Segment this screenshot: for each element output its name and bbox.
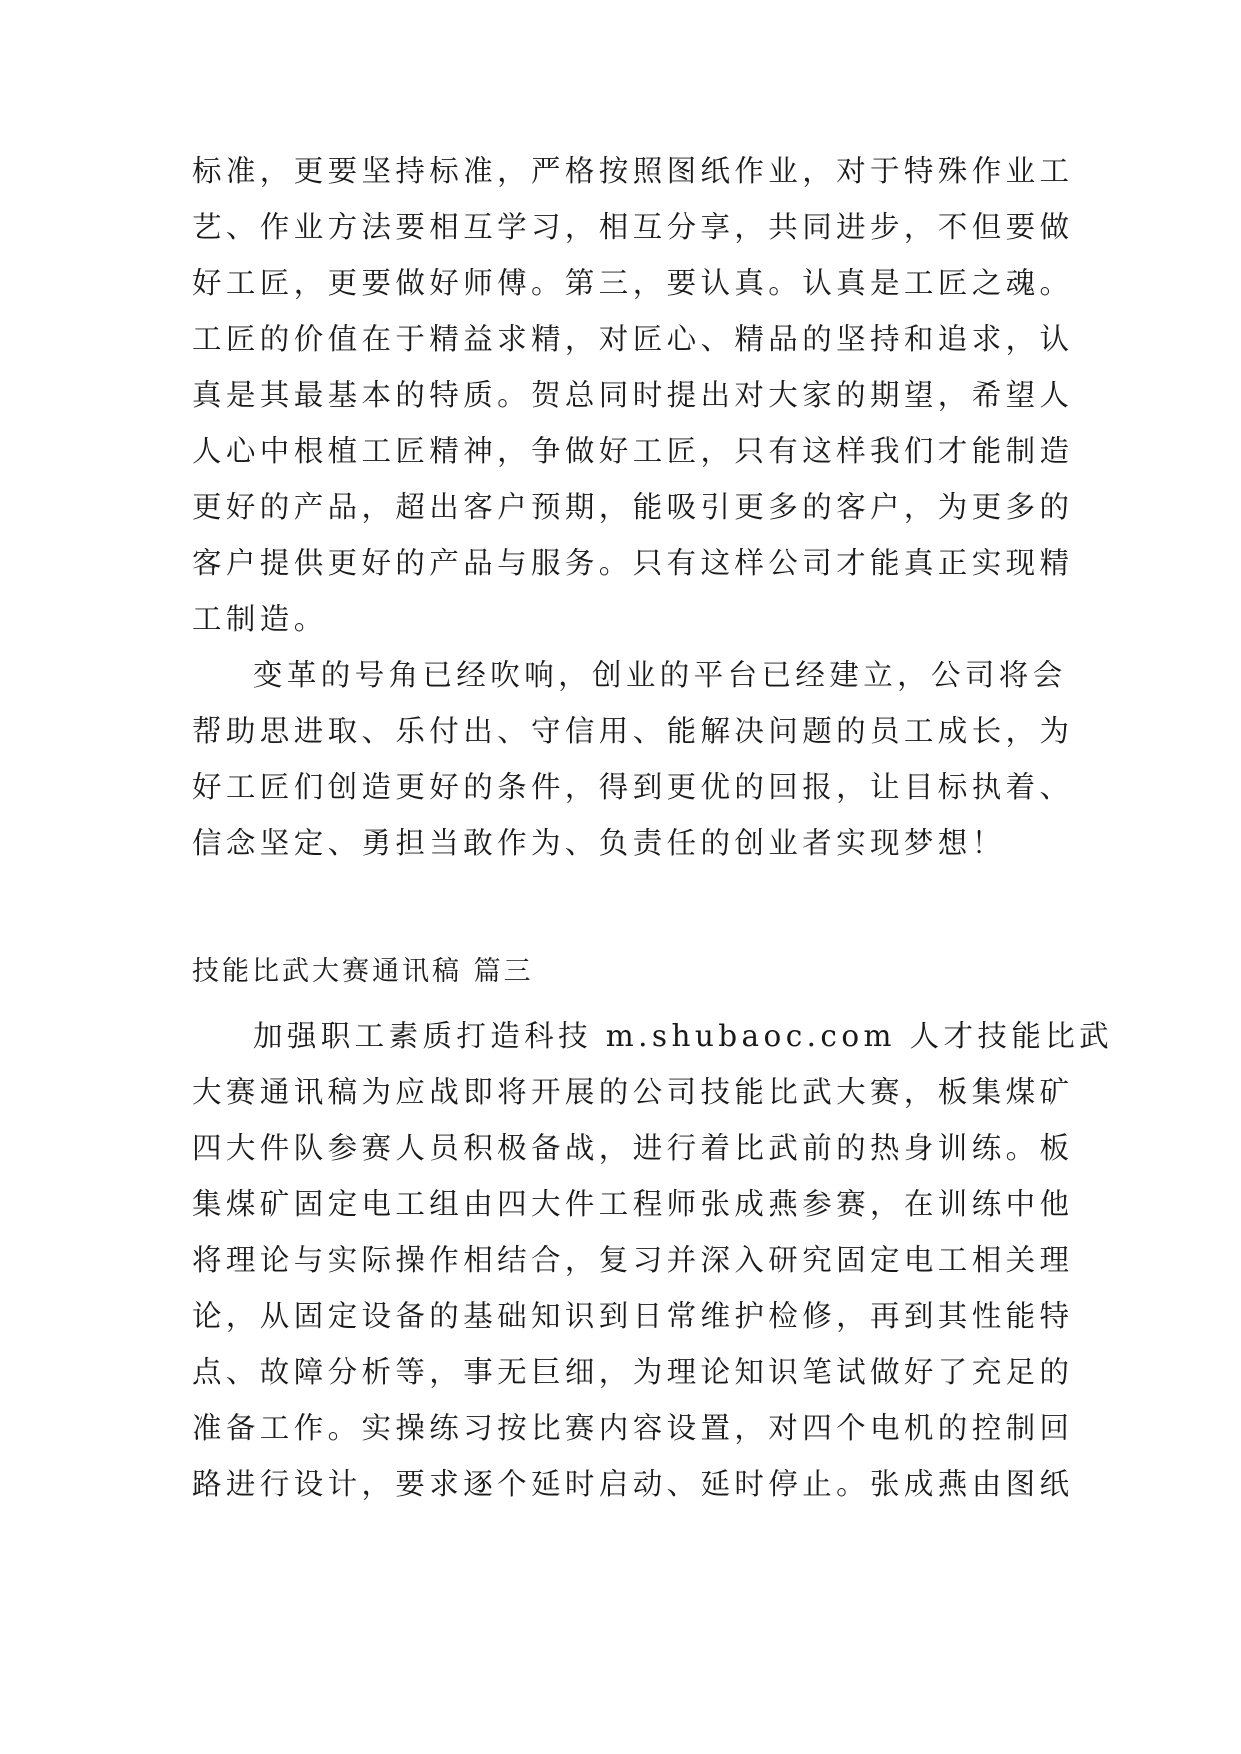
- paragraph-line: 将理论与实际操作相结合，复习并深入研究固定电工相关理: [192, 1243, 1074, 1277]
- paragraph-line: 客户提供更好的产品与服务。只有这样公司才能真正实现精: [192, 546, 1074, 580]
- paragraph-line: 准备工作。实操练习按比赛内容设置，对四个电机的控制回: [192, 1411, 1074, 1445]
- paragraph-line: 人心中根植工匠精神，争做好工匠，只有这样我们才能制造: [192, 434, 1074, 468]
- paragraph-line: 好工匠们创造更好的条件，得到更优的回报，让目标执着、: [192, 770, 1074, 804]
- paragraph-line: 四大件队参赛人员积极备战，进行着比武前的热身训练。板: [192, 1131, 1074, 1165]
- paragraph-line: 论，从固定设备的基础知识到日常维护检修，再到其性能特: [192, 1299, 1074, 1333]
- paragraph-line: 标准，更要坚持标准，严格按照图纸作业，对于特殊作业工: [192, 154, 1074, 188]
- paragraph-line: 真是其最基本的特质。贺总同时提出对大家的期望，希望人: [192, 378, 1074, 412]
- paragraph-line: 工制造。: [192, 602, 328, 636]
- paragraph-line: 信念坚定、勇担当敢作为、负责任的创业者实现梦想！: [192, 826, 1006, 860]
- paragraph-line: 艺、作业方法要相互学习，相互分享，共同进步，不但要做: [192, 210, 1074, 244]
- paragraph-line: 变革的号角已经吹响，创业的平台已经建立，公司将会: [253, 658, 1067, 692]
- paragraph-line: 点、故障分析等，事无巨细，为理论知识笔试做好了充足的: [192, 1355, 1074, 1389]
- section-heading: 技能比武大赛通讯稿 篇三: [192, 956, 534, 987]
- paragraph-line: 集煤矿固定电工组由四大件工程师张成燕参赛，在训练中他: [192, 1187, 1074, 1221]
- paragraph-line: 好工匠，更要做好师傅。第三，要认真。认真是工匠之魂。: [192, 266, 1074, 300]
- paragraph-line: 加强职工素质打造科技 m.shubaoc.com 人才技能比武: [253, 1019, 1114, 1053]
- paragraph-line: 工匠的价值在于精益求精，对匠心、精品的坚持和追求，认: [192, 322, 1074, 356]
- paragraph-line: 大赛通讯稿为应战即将开展的公司技能比武大赛，板集煤矿: [192, 1075, 1074, 1109]
- paragraph-line: 更好的产品，超出客户预期，能吸引更多的客户，为更多的: [192, 490, 1074, 524]
- paragraph-line: 帮助思进取、乐付出、守信用、能解决问题的员工成长，为: [192, 714, 1074, 748]
- paragraph-line: 路进行设计，要求逐个延时启动、延时停止。张成燕由图纸: [192, 1467, 1074, 1501]
